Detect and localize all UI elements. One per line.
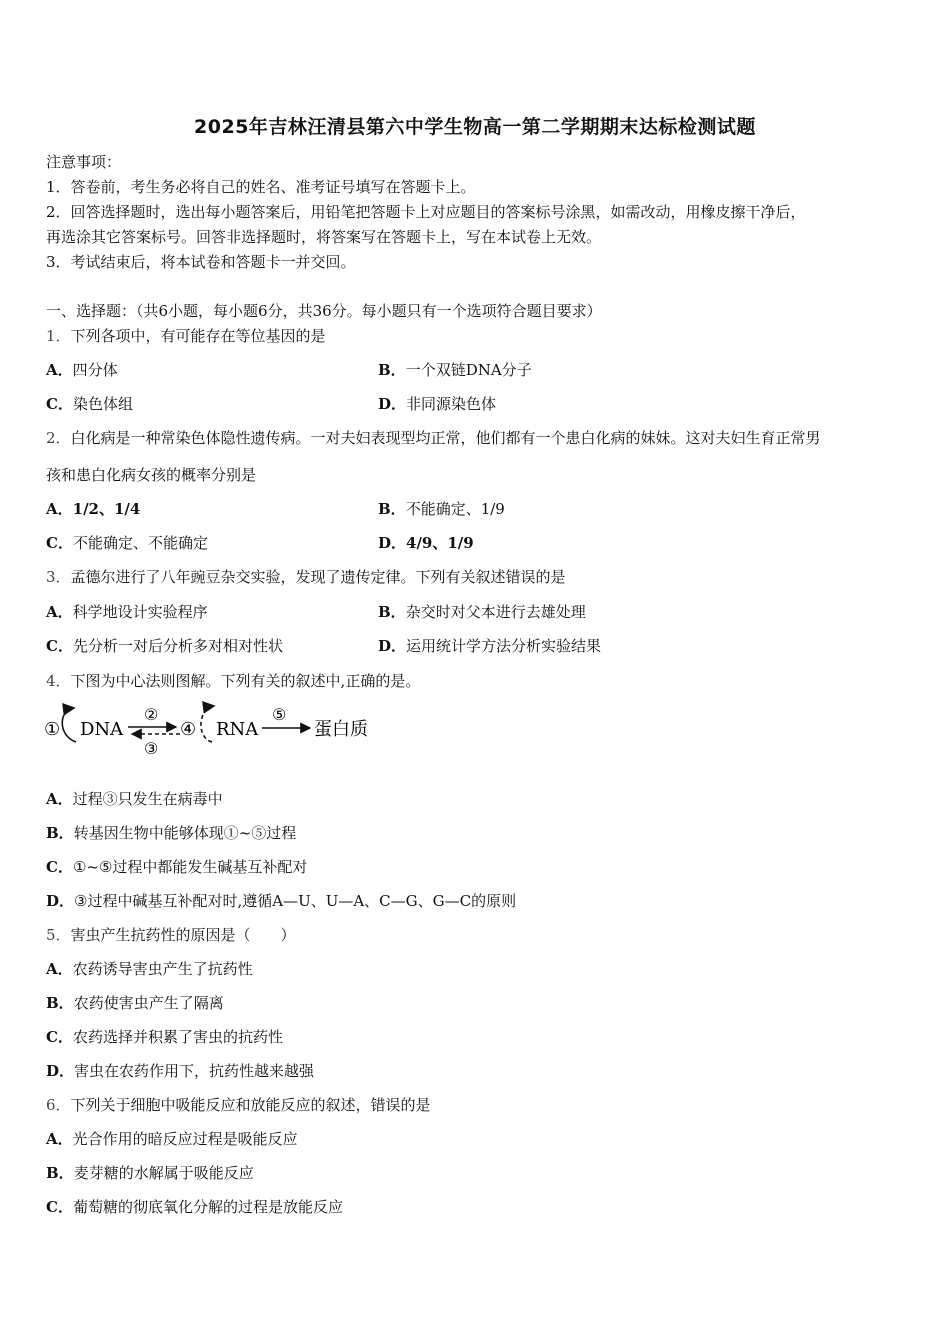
question-4-stem: 4．下图为中心法则图解。下列有关的叙述中,正确的是。 xyxy=(46,672,421,690)
option-a[interactable]: A．科学地设计实验程序 xyxy=(46,603,208,621)
option-b[interactable]: B．杂交时对父本进行去雄处理 xyxy=(378,603,586,621)
central-dogma-diagram xyxy=(44,698,384,760)
option-b[interactable]: B．不能确定、1/9 xyxy=(378,500,505,518)
question-6-stem: 6．下列关于细胞中吸能反应和放能反应的叙述，错误的是 xyxy=(46,1096,431,1114)
option-a[interactable]: A．农药诱导害虫产生了抗药性 xyxy=(46,960,253,978)
process-2-label: ② xyxy=(144,705,159,724)
notice-item: 再选涂其它答案标号。回答非选择题时，将答案写在答题卡上，写在本试卷上无效。 xyxy=(46,228,602,246)
question-3-stem: 3．孟德尔进行了八年豌豆杂交实验，发现了遗传定律。下列有关叙述错误的是 xyxy=(46,568,566,586)
notice-heading: 注意事项： xyxy=(46,153,122,171)
rna-label: RNA xyxy=(216,719,259,740)
section-heading: 一、选择题：（共6小题，每小题6分，共36分。每小题只有一个选项符合题目要求） xyxy=(46,302,602,320)
option-d[interactable]: D．③过程中碱基互补配对时,遵循A—U、U—A、C—G、G—C的原则 xyxy=(46,892,517,910)
option-b[interactable]: B．转基因生物中能够体现①~⑤过程 xyxy=(46,824,297,842)
option-c[interactable]: C．①~⑤过程中都能发生碱基互补配对 xyxy=(46,858,308,876)
process-1-label: ① xyxy=(44,719,61,740)
notice-item: 2．回答选择题时，选出每小题答案后，用铅笔把答题卡上对应题目的答案标号涂黑，如需改动，用橡皮擦干净后， xyxy=(46,203,806,221)
option-a[interactable]: A．四分体 xyxy=(46,361,118,379)
option-b[interactable]: B．一个双链DNA分子 xyxy=(378,361,532,379)
question-1-stem: 1．下列各项中，有可能存在等位基因的是 xyxy=(46,327,326,345)
option-d[interactable]: D．害虫在农药作用下，抗药性越来越强 xyxy=(46,1062,315,1080)
option-c[interactable]: C．农药选择并积累了害虫的抗药性 xyxy=(46,1028,283,1046)
exam-title: 2025年吉林汪清县第六中学生物高一第二学期期末达标检测试题 xyxy=(194,116,756,138)
notice-item: 1．答卷前，考生务必将自己的姓名、准考证号填写在答题卡上。 xyxy=(46,178,476,196)
rna-replication-arrow xyxy=(201,706,214,742)
process-3-label: ③ xyxy=(144,739,159,758)
option-d[interactable]: D．运用统计学方法分析实验结果 xyxy=(378,637,602,655)
notice-item: 3．考试结束后，将本试卷和答题卡一并交回。 xyxy=(46,253,356,271)
process-5-label: ⑤ xyxy=(272,705,287,724)
dna-label: DNA xyxy=(80,719,124,740)
replication-arrow xyxy=(62,708,76,742)
option-b[interactable]: B．麦芽糖的水解属于吸能反应 xyxy=(46,1164,254,1182)
process-4-label: ④ xyxy=(180,719,197,740)
protein-label: 蛋白质 xyxy=(314,719,368,740)
option-d[interactable]: D．4/9、1/9 xyxy=(378,534,474,552)
option-d[interactable]: D．非同源染色体 xyxy=(378,395,497,413)
option-a[interactable]: A．过程③只发生在病毒中 xyxy=(46,790,223,808)
option-a[interactable]: A．光合作用的暗反应过程是吸能反应 xyxy=(46,1130,298,1148)
option-c[interactable]: C．不能确定、不能确定 xyxy=(46,534,208,552)
option-c[interactable]: C．先分析一对后分析多对相对性状 xyxy=(46,637,283,655)
option-c[interactable]: C．染色体组 xyxy=(46,395,133,413)
option-c[interactable]: C．葡萄糖的彻底氧化分解的过程是放能反应 xyxy=(46,1198,343,1216)
question-5-stem: 5．害虫产生抗药性的原因是（ ） xyxy=(46,926,296,944)
option-b[interactable]: B．农药使害虫产生了隔离 xyxy=(46,994,224,1012)
question-2-stem: 2．白化病是一种常染色体隐性遗传病。一对夫妇表现型均正常，他们都有一个患白化病的妹妹。这对夫妇生育正常男 xyxy=(46,429,821,447)
option-a[interactable]: A．1/2、1/4 xyxy=(46,500,141,518)
question-2-stem-cont: 孩和患白化病女孩的概率分别是 xyxy=(46,466,257,484)
